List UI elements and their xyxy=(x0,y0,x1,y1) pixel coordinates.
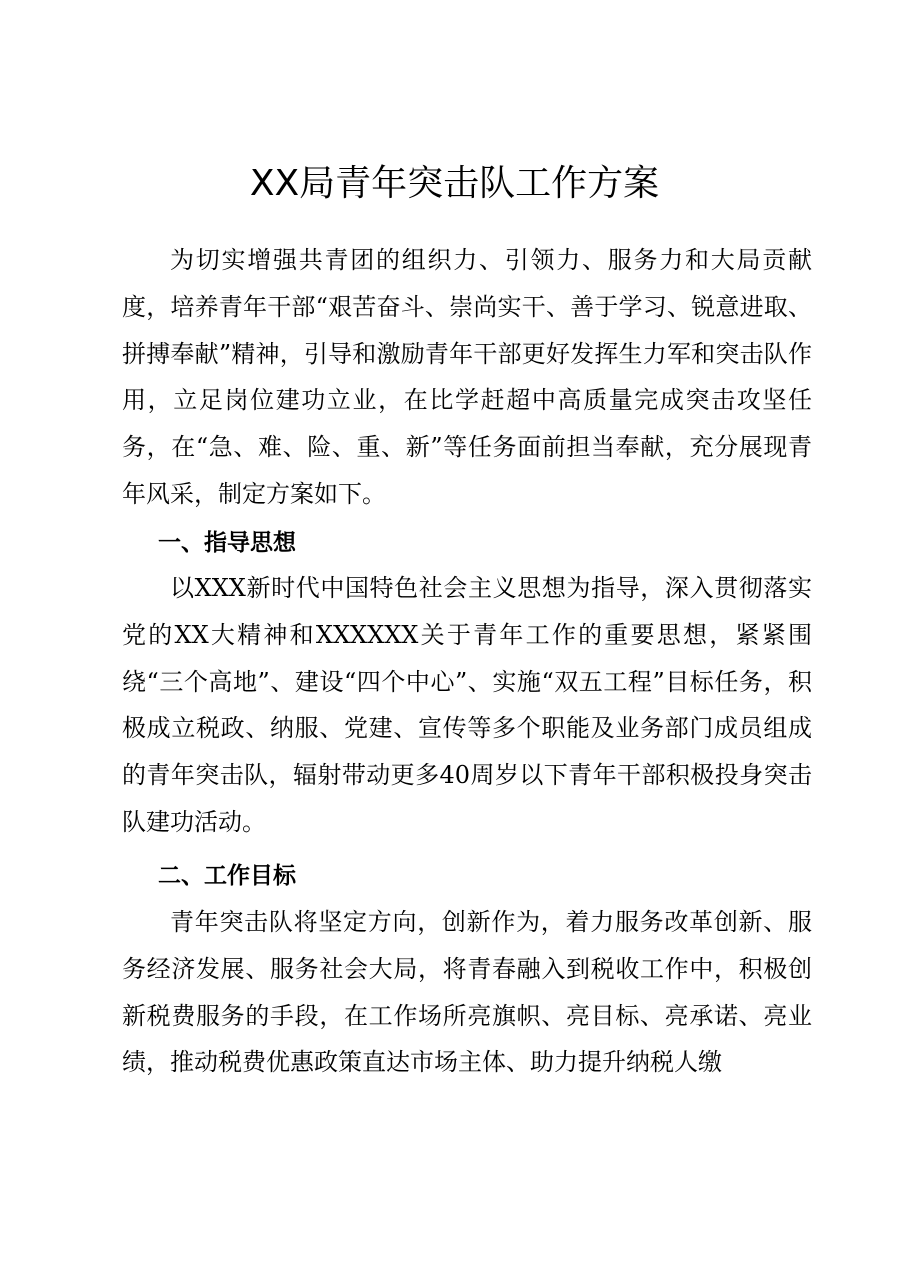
document-title: XX局青年突击队工作方案 xyxy=(249,163,660,204)
section-text-guiding-ideology: 以XXX新时代中国特色社会主义思想为指导，深入贯彻落实党的XX大精神和XXXXXX关于青年工作的重要思想，紧紧围绕“三个高地”、建设“四个中心”、实施“双五工程”目标任务，积极成立税政、纳服、党建、宣传等多个职能及业务部门成员组成的青年突击队，辐射带动更多40周岁以下青年干部积极投身突击队建功活动。 xyxy=(122,574,812,836)
section-heading-guiding-ideology: 一、指导思想 xyxy=(158,530,296,556)
section-text-work-goals: 青年突击队将坚定方向，创新作为，着力服务改革创新、服务经济发展、服务社会大局，将青春融入到税收工作中，积极创新税费服务的手段，在工作场所亮旗帜、亮目标、亮承诺、亮业绩，推动税费优惠政策直达市场主体、助力提升纳税人缴 xyxy=(122,908,812,1077)
section-heading-work-goals: 二、工作目标 xyxy=(158,863,296,889)
intro-paragraph: 为切实增强共青团的组织力、引领力、服务力和大局贡献度，培养青年干部“艰苦奋斗、崇尚实干、善于学习、锐意进取、拼搏奉献”精神，引导和激励青年干部更好发挥生力军和突击队作用，立足岗位建功立业，在比学赶超中高质量完成突击攻坚任务，在“急、难、险、重、新”等任务面前担当奉献，充分展现青年风采，制定方案如下。 xyxy=(122,246,812,508)
